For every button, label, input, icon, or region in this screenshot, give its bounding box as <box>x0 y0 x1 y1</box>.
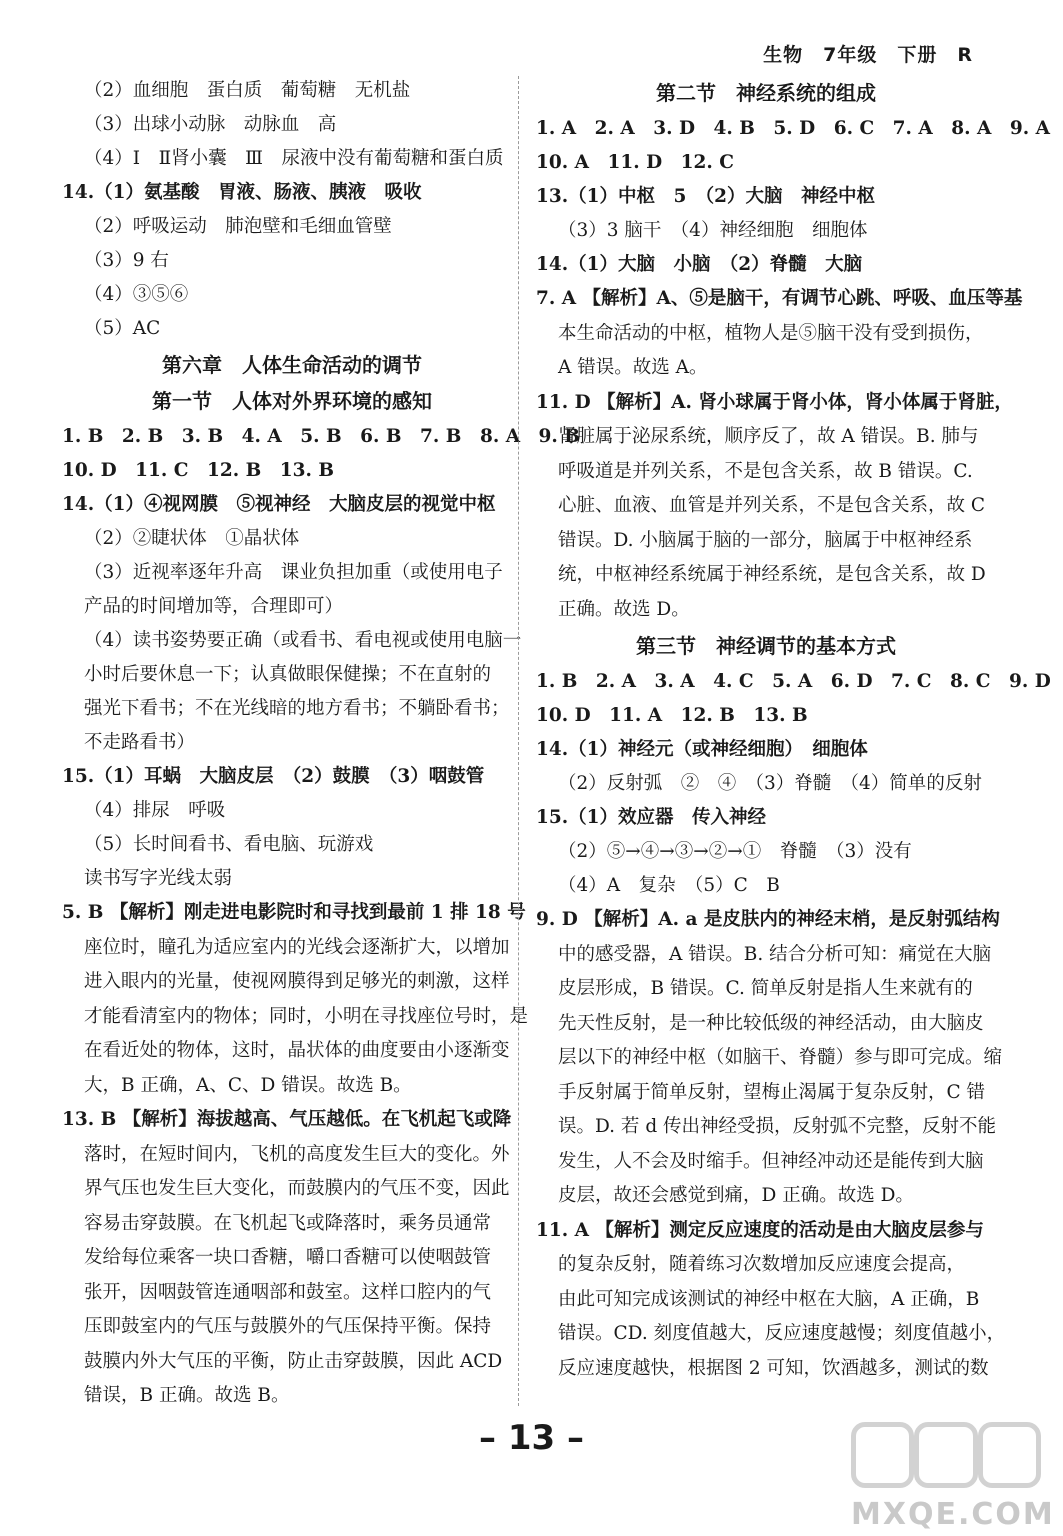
answer-line: （2）呼吸运动 肺泡壁和毛细血管壁 <box>84 216 392 237</box>
question-answer-line: 14.（1）神经元（或神经细胞） 细胞体 <box>536 739 868 760</box>
explanation-first-line: 11. A 【解析】测定反应速度的活动是由大脑皮层参与 <box>536 1219 984 1241</box>
explanation-line: 发生，人不会及时缩手。但神经冲动还是能传到大脑 <box>558 1150 984 1172</box>
answer-line: （5）AC <box>84 318 161 339</box>
answer-line: （4）A 复杂 （5）C B <box>558 875 780 896</box>
left-column <box>62 74 580 1414</box>
explanation-block <box>536 1214 1006 1387</box>
explanation-first-line: 13. B 【解析】海拔越高、气压越低。在飞机起飞或降 <box>62 1109 512 1130</box>
explanation-line: 呼吸道是并列关系，不是包含关系，故 B 错误。C. <box>558 460 973 482</box>
answer-line: （4）③⑤⑥ <box>84 284 189 305</box>
explanation-line: A 错误。故选 A。 <box>558 357 708 378</box>
explanation-line: 误。D. 若 d 传出神经受损，反射弧不完整，反射不能 <box>558 1116 997 1137</box>
explanation-line: 皮层，故还会感觉到痛，D 正确。故选 D。 <box>558 1185 914 1206</box>
section-heading: 第一节 人体对外界环境的感知 <box>152 389 432 413</box>
answer-line: （4）Ⅰ Ⅱ肾小囊 Ⅲ 尿液中没有葡萄糖和蛋白质 <box>84 148 504 169</box>
question-answer-line: 14.（1）氨基酸 胃液、肠液、胰液 吸收 <box>62 182 422 203</box>
explanation-line: 本生命活动的中枢，植物人是⑤脑干没有受到损伤， <box>558 322 984 344</box>
explanation-first-line: 7. A 【解析】A、⑤是脑干，有调节心跳、呼吸、血压等基 <box>536 288 1023 309</box>
explanation-line: 张开，因咽鼓管连通咽部和鼓室。这样口腔内的气 <box>84 1281 492 1303</box>
explanation-line: 大，B 正确，A、C、D 错误。故选 B。 <box>84 1074 412 1096</box>
question-answer-line: 1. A 2. A 3. D 4. B 5. D 6. C 7. A 8. A 9. A <box>536 118 1050 139</box>
question-answer-line: 15.（1）耳蜗 大脑皮层 （2）鼓膜 （3）咽鼓管 <box>62 766 485 787</box>
section-heading: 第三节 神经调节的基本方式 <box>636 634 896 658</box>
watermark-mark <box>851 1422 1041 1492</box>
explanation-line: 正确。故选 D。 <box>558 598 690 620</box>
explanation-line: 皮层形成，B 错误。C. 简单反射是指人生来就有的 <box>558 978 973 999</box>
explanation-line: 在看近处的物体，这时，晶状体的曲度要由小逐渐变 <box>84 1040 510 1061</box>
answer-line: 产品的时间增加等，合理即可） <box>84 596 344 617</box>
question-answer-line: 10. D 11. A 12. B 13. B <box>536 705 808 726</box>
right-column <box>536 74 1051 1386</box>
answer-line: （3）近视率逐年升高 课业负担加重（或使用电子 <box>84 562 503 583</box>
answer-line: （2）反射弧 ② ④ （3）脊髓 （4）简单的反射 <box>558 773 982 794</box>
page-number-value: 13 <box>507 1418 556 1458</box>
explanation-line: 鼓膜内外大气压的平衡，防止击穿鼓膜，因此 ACD <box>84 1350 503 1372</box>
explanation-line: 统，中枢神经系统属于神经系统，是包含关系，故 D <box>558 564 986 585</box>
explanation-line: 先天性反射，是一种比较低级的神经活动，由大脑皮 <box>558 1012 984 1034</box>
column-divider <box>518 76 519 1406</box>
answer-line: （3）出球小动脉 动脉血 高 <box>84 114 337 135</box>
question-answer-line: 10. D 11. C 12. B 13. B <box>62 460 335 481</box>
answer-line: （3）9 右 <box>84 250 169 271</box>
explanation-line: 层以下的神经中枢（如脑干、脊髓）参与即可完成。缩 <box>558 1047 1003 1068</box>
answer-line: （2）血细胞 蛋白质 葡萄糖 无机盐 <box>84 80 411 101</box>
answer-line: （4）读书姿势要正确（或看书、看电视或使用电脑一 <box>84 630 522 651</box>
explanation-first-line: 11. D 【解析】A. 肾小球属于肾小体，肾小体属于肾脏， <box>536 391 1013 413</box>
explanation-line: 界气压也发生巨大变化，而鼓膜内的气压不变，因此 <box>84 1178 510 1199</box>
explanation-line: 错误，B 正确。故选 B。 <box>84 1385 290 1406</box>
explanation-line: 肾脏属于泌尿系统，顺序反了，故 A 错误。B. 肺与 <box>558 426 979 447</box>
explanation-block <box>62 1103 522 1414</box>
explanation-block <box>536 282 1023 386</box>
explanation-first-line: 5. B 【解析】刚走进电影院时和寻找到最前 1 排 18 号 <box>62 902 526 923</box>
answer-line: 读书写字光线太弱 <box>84 868 233 889</box>
explanation-line: 进入眼内的光量，使视网膜得到足够光的刺激，这样 <box>84 971 510 992</box>
explanation-line: 发给每位乘客一块口香糖，嚼口香糖可以使咽鼓管 <box>84 1247 492 1268</box>
explanation-line: 中的感受器，A 错误。B. 结合分析可知：痛觉在大脑 <box>558 943 992 965</box>
question-answer-line: 1. B 2. A 3. A 4. C 5. A 6. D 7. C 8. C 9. D <box>536 671 1051 692</box>
explanation-line: 才能看清室内的物体；同时，小明在寻找座位号时，是 <box>84 1005 529 1027</box>
answer-line: 小时后要休息一下；认真做眼保健操；不在直射的 <box>84 664 492 685</box>
explanation-first-line: 9. D 【解析】A. a 是皮肤内的神经末梢，是反射弧结构 <box>536 909 1000 930</box>
answer-line: （2）⑤→④→③→②→① 脊髓 （3）没有 <box>558 841 912 862</box>
section-heading: 第二节 神经系统的组成 <box>656 81 876 105</box>
explanation-line: 座位时，瞳孔为适应室内的光线会逐渐扩大，以增加 <box>84 936 510 958</box>
answer-line: （3）3 脑干 （4）神经细胞 细胞体 <box>558 220 868 241</box>
question-answer-line: 1. B 2. B 3. B 4. A 5. B 6. B 7. B 8. A 9. B <box>62 426 580 447</box>
explanation-line: 的复杂反射，随着练习次数增加反应速度会提高， <box>558 1254 966 1275</box>
explanation-line: 心脏、血液、血管是并列关系，不是包含关系，故 C <box>558 495 986 516</box>
answer-line: 不走路看书） <box>84 732 196 753</box>
explanation-line: 容易击穿鼓膜。在飞机起飞或降落时，乘务员通常 <box>84 1212 492 1234</box>
explanation-block <box>62 896 529 1103</box>
answer-line: （4）排尿 呼吸 <box>84 800 226 821</box>
explanation-line: 错误。D. 小脑属于脑的一部分，脑属于中枢神经系 <box>558 529 973 551</box>
explanation-line: 落时，在短时间内，飞机的高度发生巨大的变化。外 <box>84 1143 510 1165</box>
explanation-line: 错误。CD. 刻度值越大，反应速度越慢；刻度值越小， <box>558 1323 1006 1344</box>
question-answer-line: 13.（1）中枢 5 （2）大脑 神经中枢 <box>536 186 876 207</box>
question-answer-line: 14.（1）大脑 小脑 （2）脊髓 大脑 <box>536 254 863 275</box>
explanation-line: 压即鼓室内的气压与鼓膜外的气压保持平衡。保持 <box>84 1316 492 1337</box>
page-number: – 13 – <box>478 1418 584 1458</box>
question-answer-line: 10. A 11. D 12. C <box>536 152 734 173</box>
explanation-line: 由此可知完成该测试的神经中枢在大脑，A 正确，B <box>558 1288 980 1310</box>
question-answer-line: 15.（1）效应器 传入神经 <box>536 807 767 828</box>
answer-line: （2）②睫状体 ①晶状体 <box>84 528 300 549</box>
explanation-line: 反应速度越快，根据图 2 可知，饮酒越多，测试的数 <box>558 1357 989 1379</box>
page-header: 生物 7年级 下册 R <box>763 44 973 66</box>
explanation-line: 手反射属于简单反射，望梅止渴属于复杂反射，C 错 <box>558 1081 986 1103</box>
explanation-block <box>536 386 1013 628</box>
answer-line: 强光下看书；不在光线暗的地方看书；不躺卧看书； <box>84 698 510 719</box>
watermark-logo <box>851 1422 1055 1532</box>
watermark-text: MXQE.COM <box>851 1497 1055 1532</box>
explanation-block <box>536 903 1003 1214</box>
section-heading: 第六章 人体生命活动的调节 <box>162 353 422 377</box>
answer-line: （5）长时间看书、看电脑、玩游戏 <box>84 834 374 855</box>
question-answer-line: 14.（1）④视网膜 ⑤视神经 大脑皮层的视觉中枢 <box>62 494 496 515</box>
